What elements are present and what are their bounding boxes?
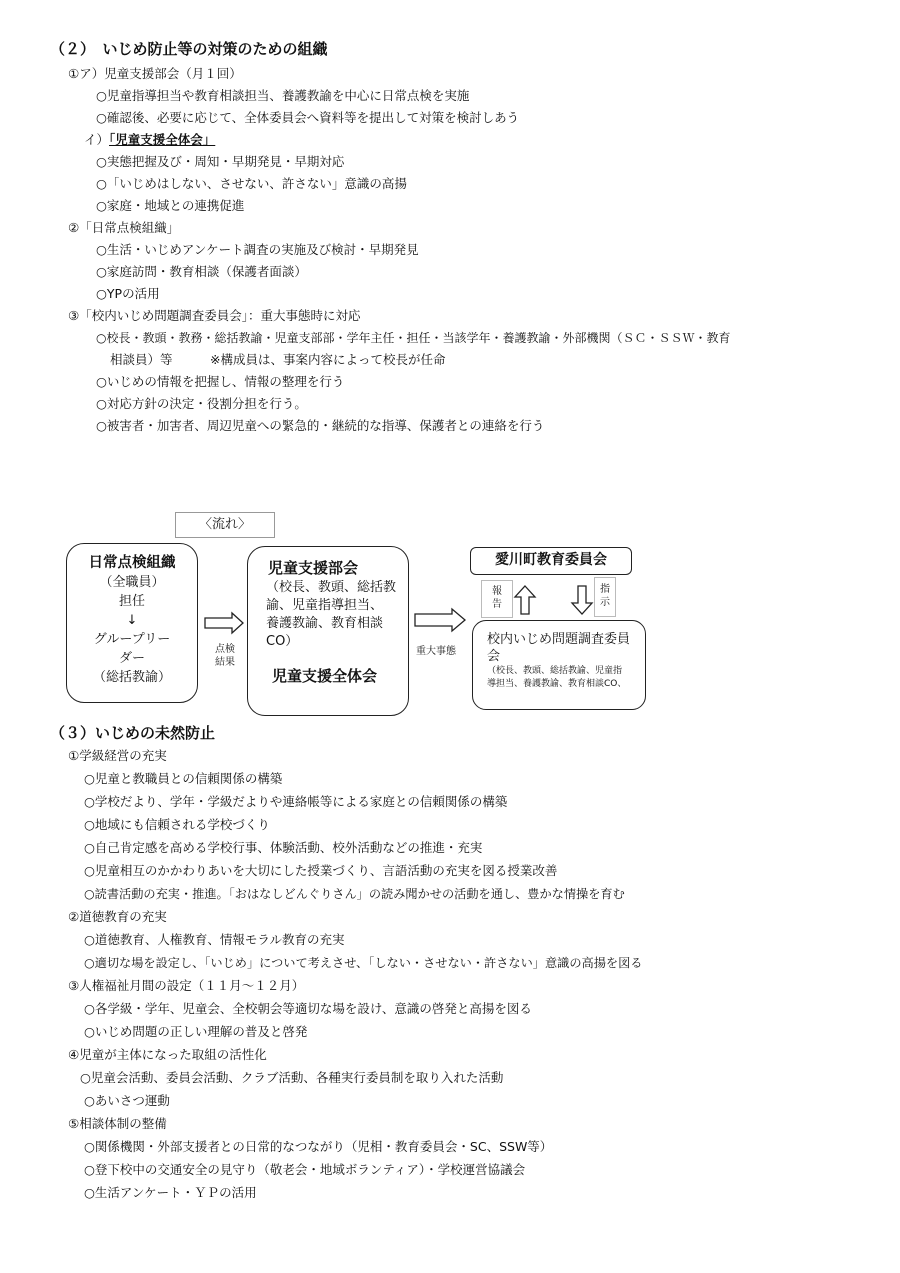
bullying-investigation-committee-box: [472, 620, 646, 710]
committee-line-1: （校長、教頭、総括教諭、児童指: [487, 666, 623, 676]
s2-line-17: ○被害者・加害者、周辺児童への緊急的・継続的な指導、保護者との連絡を行う: [96, 418, 545, 433]
s2-line-4-emphasis: 「児童支援全体会」: [109, 132, 216, 147]
s3-line-2: ○児童と教職員との信頼関係の構築: [84, 771, 283, 786]
child-support-dept-line-4: CO）: [266, 634, 299, 649]
s3-line-19: ○登下校中の交通安全の見守り（敬老会・地域ボランティア）・学校運営協議会: [84, 1162, 526, 1177]
s2-line-12: ③「校内いじめ問題調査委員会」：重大事態時に対応: [68, 308, 361, 323]
s2-line-14: 相談員）等 ※構成員は、事案内容によって校長が任命: [110, 352, 446, 367]
s3-line-3: ○学校だより、学年・学級だよりや連絡帳等による家庭との信頼関係の構築: [84, 794, 508, 809]
instruct-label-2: 示: [600, 597, 610, 608]
daily-check-org-line-2: 担任: [118, 594, 145, 609]
s3-line-15: ○児童会活動、委員会活動、クラブ活動、各種実行委員制を取り入れた活動: [80, 1070, 504, 1085]
committee-title-1: 校内いじめ問題調査委員: [487, 632, 631, 647]
child-support-dept-line-1: （校長、教頭、総括教: [266, 580, 397, 595]
arrow-right-icon: [414, 608, 466, 632]
s3-line-12: ○各学級・学年、児童会、全校朝会等適切な場を設け、意識の啓発と高揚を図る: [84, 1001, 532, 1016]
s2-line-4: [84, 132, 215, 148]
committee-line-2: 導担当、養護教諭、教育相談CO、: [487, 679, 627, 689]
s2-line-7: ○家庭・地域との連携促進: [96, 198, 245, 213]
child-support-dept-line-2: 諭、児童指導担当、: [266, 598, 384, 613]
s3-line-6: ○児童相互のかかわりあいを大切にした授業づくり、言語活動の充実を図る授業改善: [84, 863, 558, 878]
s2-line-4-prefix: イ）: [84, 132, 110, 147]
report-label-1: 報: [492, 586, 502, 597]
s3-line-16: ○あいさつ運動: [84, 1093, 170, 1108]
s2-line-10: ○家庭訪問・教育相談（保護者面談）: [96, 264, 307, 279]
child-support-dept-title: 児童支援部会: [268, 559, 359, 577]
report-label-2: 告: [492, 599, 502, 610]
s2-line-1: ①ア）児童支援部会（月１回）: [68, 66, 242, 81]
board-of-education-box: 愛川町教育委員会: [470, 547, 632, 575]
s3-line-5: ○自己肯定感を高める学校行事、体験活動、校外活動などの推進・充実: [84, 840, 483, 855]
s2-line-6: ○「いじめはしない、させない、許さない」意識の高揚: [96, 176, 407, 191]
daily-check-org-line-1: （全職員）: [99, 575, 165, 590]
s3-line-11: ③人権福祉月間の設定（１１月～１２月）: [68, 978, 305, 993]
s3-line-4: ○地域にも信頼される学校づくり: [84, 817, 270, 832]
s2-line-16: ○対応方針の決定・役割分担を行う。: [96, 396, 307, 411]
s2-line-8: ②「日常点検組織」: [68, 220, 180, 235]
s3-line-1: ①学級経営の充実: [68, 748, 167, 763]
daily-check-org-line-3: ↓: [126, 613, 138, 628]
s3-line-8: ②道徳教育の充実: [68, 909, 167, 924]
s3-line-13: ○いじめ問題の正しい理解の普及と啓発: [84, 1024, 308, 1039]
arrow-1-label-2: 結果: [215, 657, 235, 668]
s2-line-9: ○生活・いじめアンケート調査の実施及び検討・早期発見: [96, 242, 419, 257]
daily-check-org-line-4: グループリー: [93, 632, 171, 647]
s3-line-18: ○関係機関・外部支援者との日常的なつながり（児相・教育委員会・SC、SSW等）: [84, 1139, 553, 1154]
arrow-1-label: [208, 643, 242, 669]
arrow-1-label-1: 点検: [215, 644, 235, 655]
arrow-2-label: 重大事態: [416, 646, 456, 657]
s3-line-10: ○適切な場を設定し、「いじめ」について考えさせ、「しない・させない・許さない」意識の高揚を図る: [84, 956, 643, 970]
s2-line-2: ○児童指導担当や教育相談担当、養護教諭を中心に日常点検を実施: [96, 88, 470, 103]
committee-title-2: 会: [487, 649, 501, 664]
arrow-up-icon: [514, 585, 536, 615]
s2-line-11: ○YPの活用: [96, 286, 160, 301]
section-3-title: （３）いじめの未然防止: [50, 724, 216, 742]
s2-line-3: ○確認後、必要に応じて、全体委員会へ資料等を提出して対策を検討しあう: [96, 110, 520, 125]
child-support-all-meeting: 児童支援全体会: [272, 667, 378, 685]
report-box: [481, 580, 513, 618]
child-support-dept-box: [247, 546, 409, 716]
s2-line-13: ○校長・教頭・教務・総括教諭・児童支部部・学年主任・担任・当該学年・養護教諭・外部機関（ＳＣ・ＳＳＷ・教育: [96, 331, 731, 345]
s3-line-7: ○読書活動の充実・推進。「おはなしどんぐりさん」の読み聞かせの活動を通し、豊かな情操を育む: [84, 887, 625, 901]
daily-check-org-title: 日常点検組織: [88, 555, 176, 571]
s3-line-20: ○生活アンケート・ＹＰの活用: [84, 1185, 257, 1200]
daily-check-org-line-5: ダー: [118, 651, 145, 666]
s3-line-9: ○道徳教育、人権教育、情報モラル教育の充実: [84, 932, 345, 947]
s3-line-14: ④児童が主体になった取組の活性化: [68, 1047, 267, 1062]
daily-check-org-line-6: （総括教諭）: [92, 670, 171, 685]
daily-check-org-box: [66, 543, 198, 703]
arrow-right-icon: [204, 612, 244, 634]
instruct-box: [594, 577, 616, 617]
s3-line-17: ⑤相談体制の整備: [68, 1116, 167, 1131]
section-2-title: （２） いじめ防止等の対策のための組織: [50, 40, 328, 58]
flow-label: 〈流れ〉: [175, 512, 275, 538]
instruct-label-1: 指: [600, 584, 610, 595]
child-support-dept-line-3: 養護教諭、教育相談: [266, 616, 384, 631]
s2-line-15: ○いじめの情報を把握し、情報の整理を行う: [96, 374, 345, 389]
s2-line-5: ○実態把握及び・周知・早期発見・早期対応: [96, 154, 345, 169]
arrow-down-icon: [571, 585, 593, 615]
